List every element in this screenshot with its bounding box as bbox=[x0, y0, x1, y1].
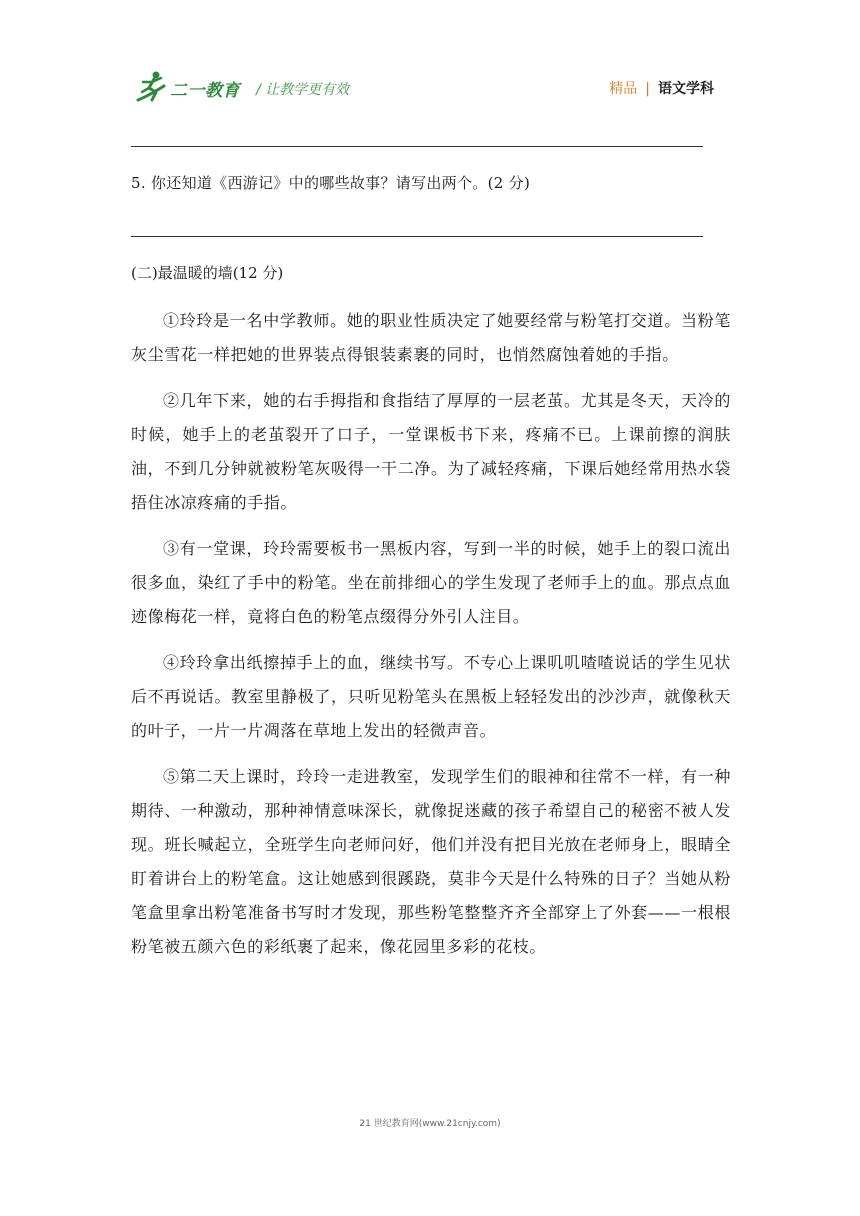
passage bbox=[131, 304, 731, 976]
subject-label: 语文学科 bbox=[658, 81, 714, 97]
paragraph: ②几年下来，她的右手拇指和食指结了厚厚的一层老茧。尤其是冬天，天冷的时候，她手上的老茧裂开了口子，一堂课板书下来，疼痛不已。上课前擦的润肤油，不到几分钟就被粉笔灰吸得一干二净。为了减轻疼痛，下课后她经常用热水袋捂住冰凉疼痛的手指。 bbox=[131, 391, 731, 512]
logo-text: 二一教育 bbox=[170, 81, 240, 101]
paragraph: ④玲玲拿出纸擦掉手上的血，继续书写。不专心上课叽叽喳喳说话的学生见状后不再说话。教室里静极了，只听见粉笔头在黑板上轻轻发出的沙沙声，就像秋天的叶子，一片一片凋落在草地上发出的轻微声音。 bbox=[131, 653, 731, 740]
paragraph: ③有一堂课，玲玲需要板书一黑板内容，写到一半的时候，她手上的裂口流出很多血，染红了手中的粉笔。坐在前排细心的学生发现了老师手上的血。那点点血迹像梅花一样，竟将白色的粉笔点缀得分外引人注目。 bbox=[131, 539, 731, 626]
header-tags bbox=[609, 78, 714, 98]
paragraph: ①玲玲是一名中学教师。她的职业性质决定了她要经常与粉笔打交道。当粉笔灰尘雪花一样把她的世界装点得银装素裹的同时，也悄然腐蚀着她的手指。 bbox=[131, 311, 731, 364]
paragraph: ⑤第二天上课时，玲玲一走进教室，发现学生们的眼神和往常不一样，有一种期待、一种激动，那种神情意味深长，就像捉迷藏的孩子希望自己的秘密不被人发现。班长喊起立，全班学生向老师问好，他们并没有把目光放在老师身上，眼睛全盯着讲台上的粉笔盒。这让她感到很蹊跷，莫非今天是什么特殊的日子？当她从粉笔盒里拿出粉笔准备书写时才发现，那些粉笔整整齐齐全部穿上了外套——一根根粉笔被五颜六色的彩纸裹了起来，像花园里多彩的花枝。 bbox=[131, 767, 731, 956]
logo bbox=[134, 70, 244, 106]
page-footer: 21 世纪教育网(www.21cnjy.com) bbox=[359, 1119, 501, 1129]
answer-line bbox=[131, 146, 703, 147]
premium-tag: 精品 bbox=[609, 81, 638, 97]
slogan: / 让教学更有效 bbox=[256, 82, 350, 98]
page-header bbox=[134, 70, 714, 108]
question-5: 5. 你还知道《西游记》中的哪些故事？请写出两个。(2 分) bbox=[131, 174, 531, 192]
answer-line bbox=[131, 236, 703, 237]
runner-logo-icon bbox=[134, 70, 170, 104]
section-title: (二)最温暖的墙(12 分) bbox=[131, 264, 284, 282]
header-separator: | bbox=[645, 81, 650, 97]
